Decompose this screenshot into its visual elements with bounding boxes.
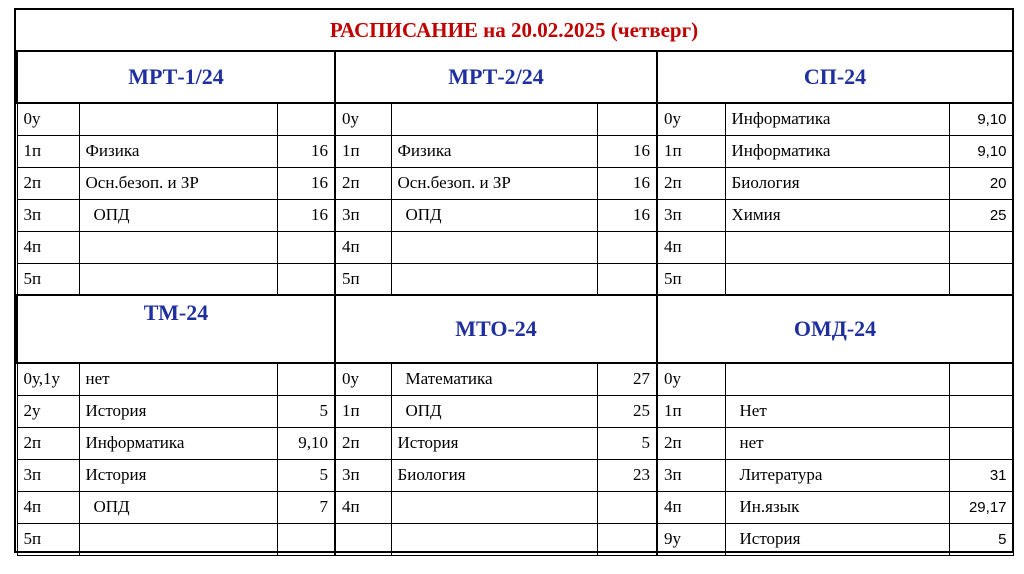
subject-cell: Информатика <box>79 427 277 459</box>
subject-cell: Химия <box>725 199 949 231</box>
subject-cell: ОПД <box>391 199 597 231</box>
room-cell <box>949 427 1013 459</box>
title-row <box>16 10 1012 51</box>
lesson-slot-cell: 3п <box>657 459 725 491</box>
table-row <box>17 263 1013 295</box>
lesson-slot-cell: 3п <box>17 199 79 231</box>
subject-cell: История <box>391 427 597 459</box>
group-header: МРТ-1/24 <box>17 51 335 103</box>
subject-cell: нет <box>79 363 277 395</box>
lesson-slot-cell: 2у <box>17 395 79 427</box>
lesson-slot-cell: 1п <box>657 395 725 427</box>
subject-cell: Нет <box>725 395 949 427</box>
subject-cell <box>79 103 277 135</box>
lesson-slot-cell: 5п <box>657 263 725 295</box>
subject-cell: Биология <box>725 167 949 199</box>
lesson-slot-cell: 4п <box>17 491 79 523</box>
group-header: ТМ-24 <box>17 295 335 363</box>
room-cell: 16 <box>277 135 335 167</box>
table-row <box>17 135 1013 167</box>
lesson-slot-cell: 4п <box>17 231 79 263</box>
room-cell <box>597 103 657 135</box>
lesson-slot-cell <box>335 523 391 555</box>
room-cell: 23 <box>597 459 657 491</box>
table-row <box>17 491 1013 523</box>
lesson-slot-cell: 1п <box>335 395 391 427</box>
room-cell <box>277 523 335 555</box>
room-cell <box>597 491 657 523</box>
subject-cell: ОПД <box>79 199 277 231</box>
lesson-slot-cell: 2п <box>657 167 725 199</box>
subject-cell: Физика <box>391 135 597 167</box>
room-cell: 25 <box>949 199 1013 231</box>
schedule-table <box>16 50 1014 556</box>
lesson-slot-cell: 4п <box>335 231 391 263</box>
lesson-slot-cell: 0у <box>17 103 79 135</box>
lesson-slot-cell: 0у <box>335 363 391 395</box>
room-cell <box>597 263 657 295</box>
subject-cell: Осн.безоп. и ЗР <box>391 167 597 199</box>
room-cell <box>597 231 657 263</box>
subject-cell <box>79 263 277 295</box>
room-cell: 9,10 <box>949 135 1013 167</box>
room-cell: 16 <box>277 167 335 199</box>
table-row <box>17 427 1013 459</box>
subject-cell <box>79 231 277 263</box>
table-row <box>17 199 1013 231</box>
subject-cell <box>725 231 949 263</box>
subject-cell: Физика <box>79 135 277 167</box>
room-cell: 27 <box>597 363 657 395</box>
subject-cell: Литература <box>725 459 949 491</box>
room-cell: 9,10 <box>949 103 1013 135</box>
subject-cell: История <box>725 523 949 555</box>
room-cell: 16 <box>597 167 657 199</box>
subject-cell <box>725 263 949 295</box>
room-cell <box>277 231 335 263</box>
subject-cell: Ин.язык <box>725 491 949 523</box>
lesson-slot-cell: 0у <box>657 103 725 135</box>
lesson-slot-cell: 9у <box>657 523 725 555</box>
room-cell <box>949 363 1013 395</box>
room-cell: 16 <box>277 199 335 231</box>
table-row <box>17 167 1013 199</box>
lesson-slot-cell: 2п <box>335 427 391 459</box>
lesson-slot-cell: 4п <box>657 231 725 263</box>
room-cell: 16 <box>597 135 657 167</box>
subject-cell <box>391 231 597 263</box>
room-cell: 5 <box>277 459 335 491</box>
lesson-slot-cell: 3п <box>335 459 391 491</box>
group-header: ОМД-24 <box>657 295 1013 363</box>
lesson-slot-cell: 2п <box>17 167 79 199</box>
room-cell <box>949 395 1013 427</box>
lesson-slot-cell: 0у <box>657 363 725 395</box>
subject-cell <box>79 523 277 555</box>
lesson-slot-cell: 2п <box>657 427 725 459</box>
lesson-slot-cell: 4п <box>335 491 391 523</box>
lesson-slot-cell: 0у <box>335 103 391 135</box>
subject-cell: ОПД <box>391 395 597 427</box>
subject-cell: Математика <box>391 363 597 395</box>
subject-cell <box>391 103 597 135</box>
subject-cell: Информатика <box>725 135 949 167</box>
room-cell: 16 <box>597 199 657 231</box>
table-row <box>17 363 1013 395</box>
group-header: МТО-24 <box>335 295 657 363</box>
room-cell <box>597 523 657 555</box>
table-row <box>17 395 1013 427</box>
lesson-slot-cell: 5п <box>17 263 79 295</box>
room-cell: 5 <box>597 427 657 459</box>
table-row <box>17 231 1013 263</box>
room-cell <box>277 363 335 395</box>
schedule-title: РАСПИСАНИЕ на 20.02.2025 (четверг) <box>329 17 699 42</box>
table-row <box>17 523 1013 555</box>
room-cell <box>949 231 1013 263</box>
lesson-slot-cell: 5п <box>17 523 79 555</box>
subject-cell: История <box>79 459 277 491</box>
lesson-slot-cell: 1п <box>335 135 391 167</box>
lesson-slot-cell: 1п <box>17 135 79 167</box>
group-header: МРТ-2/24 <box>335 51 657 103</box>
subject-cell <box>391 491 597 523</box>
subject-cell: ОПД <box>79 491 277 523</box>
lesson-slot-cell: 2п <box>17 427 79 459</box>
subject-cell: Информатика <box>725 103 949 135</box>
table-row <box>17 103 1013 135</box>
lesson-slot-cell: 3п <box>17 459 79 491</box>
lesson-slot-cell: 1п <box>657 135 725 167</box>
subject-cell: Биология <box>391 459 597 491</box>
room-cell: 9,10 <box>277 427 335 459</box>
lesson-slot-cell: 5п <box>335 263 391 295</box>
room-cell: 5 <box>949 523 1013 555</box>
subject-cell: История <box>79 395 277 427</box>
schedule-frame <box>14 8 1014 553</box>
subject-cell <box>391 523 597 555</box>
room-cell <box>277 103 335 135</box>
lesson-slot-cell: 4п <box>657 491 725 523</box>
lesson-slot-cell: 2п <box>335 167 391 199</box>
room-cell: 25 <box>597 395 657 427</box>
group-header: СП-24 <box>657 51 1013 103</box>
subject-cell <box>725 363 949 395</box>
room-cell: 20 <box>949 167 1013 199</box>
subject-cell: нет <box>725 427 949 459</box>
lesson-slot-cell: 3п <box>657 199 725 231</box>
room-cell: 7 <box>277 491 335 523</box>
subject-cell <box>391 263 597 295</box>
lesson-slot-cell: 3п <box>335 199 391 231</box>
lesson-slot-cell: 0у,1у <box>17 363 79 395</box>
room-cell: 29,17 <box>949 491 1013 523</box>
room-cell: 5 <box>277 395 335 427</box>
table-row <box>17 459 1013 491</box>
room-cell <box>949 263 1013 295</box>
room-cell: 31 <box>949 459 1013 491</box>
subject-cell: Осн.безоп. и ЗР <box>79 167 277 199</box>
room-cell <box>277 263 335 295</box>
